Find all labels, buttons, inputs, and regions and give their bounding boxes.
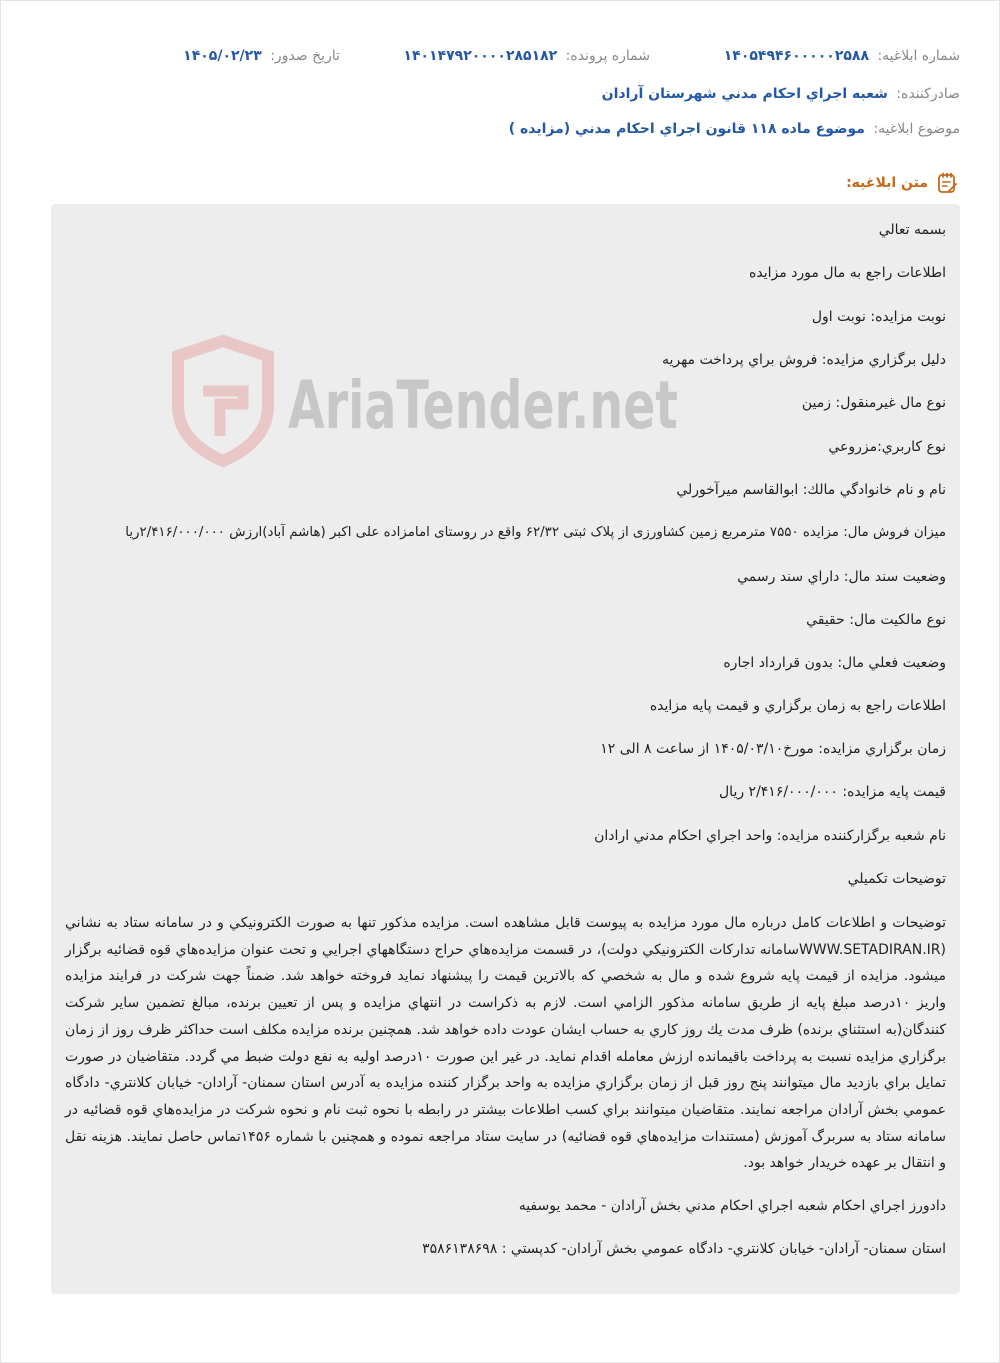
issuer	[602, 86, 960, 102]
content-line: وضعيت سند مال: داراي سند رسمي	[737, 569, 946, 585]
notepad-icon	[936, 172, 958, 194]
notice-meta-row	[40, 48, 960, 70]
notice-number-label: شماره ابلاغیه:	[877, 48, 960, 64]
supplementary-paragraph	[65, 910, 946, 1177]
notice-text-title: متن ابلاغیه:	[846, 175, 928, 191]
notice-subject	[509, 121, 960, 137]
content-line: وضعيت فعلي مال: بدون قرارداد اجاره	[723, 655, 946, 671]
watermark-text: AriaTender.net	[288, 367, 678, 444]
content-line: نوع كاربري:مزروعي	[828, 439, 946, 455]
issue-date-label: تاریخ صدور:	[270, 48, 340, 64]
notice-number-value: ۱۴۰۵۴۹۴۶۰۰۰۰۰۲۵۸۸	[723, 48, 869, 64]
paragraph-part1: توضيحات و اطلاعات كامل درباره مال مورد مزايده به پيوست قابل مشاهده است. مزايده مذكور تنها به صورت الكترونيكي و در سامانه ستاد به نشاني (	[65, 915, 946, 958]
content-line: نوبت مزايده: نوبت اول	[811, 309, 946, 325]
case-number-label: شماره پرونده:	[565, 48, 650, 64]
signature-line: دادورز اجراي احكام شعبه اجراي احكام مدني بخش آرادان - محمد يوسفيه	[518, 1198, 946, 1214]
content-line: زمان برگزاري مزايده: مورخ۱۴۰۵/۰۳/۱۰ از ساعت ۸ الی ۱۲	[600, 741, 946, 757]
paragraph-part2: سامانه تداركات الكترونيكي دولت)، در قسمت مزايده‌هاي حراج دستگاههاي اجرايي و تحت عنوان مزايده‌هاي قوه قضائيه برگزار ميشود. مزايده از قيمت پايه شروع شده و مال به شخصي كه بالاترين قيمت را پيشنهاد نمايد فروخته خواهد شد. ضمناً جهت شركت در فرايند مزايده واريز ۱۰درصد مبلغ پايه از طريق سامانه مذكور الزامي است. لازم به ذكراست در انتهاي مزايده و پس از تعيين برنده، مبالغ تضمين ساير شركت كنندگان(به استثناي برنده) ظرف مدت يك روز كاري به حساب ايشان عودت داده خواهد شد. همچنين برنده مزايده مكلف است حداكثر ظرف روز از زمان برگزاري مزايده نسبت به پرداخت باقيمانده ارزش معامله اقدام نمايد. در غير اين صورت ۱۰درصد اوليه به نفع دولت ضبط مي گردد. متقاضيان در صورت تمايل براي بازديد مال ميتوانند پنج روز قبل از زمان برگزاري مزايده به واحد برگزار كننده مزايده به آدرس استان سمنان- آرادان- خيابان كلانتري- دادگاه عمومي بخش آرادان مراجعه نمايند. متقاضيان ميتوانند براي كسب اطلاعات بيشتر در رابطه با نحوه ثبت نام و نحوه شركت در مزايده‌هاي قوه قضائيه در سامانه ستاد به سربرگ آموزش (مستندات مزايده‌هاي قوه قضائيه) در سايت ستاد مراجعه نموده و همچنين با شماره ۱۴۵۶تماس حاصل نمايند. هزينه نقل و انتقال بر عهده خريدار خواهد بود.	[65, 941, 946, 1172]
notice-content-box	[51, 204, 960, 1294]
content-line: قيمت پايه مزايده: ۲/۴۱۶/۰۰۰/۰۰۰ ريال	[719, 784, 946, 800]
notice-text-header	[846, 170, 958, 196]
content-line: توضيحات تكميلي	[847, 871, 946, 887]
content-line: نام شعبه برگزاركننده مزايده: واحد اجراي احكام مدني ارادان	[594, 828, 946, 844]
notice-number	[724, 48, 960, 64]
issuer-label: صادرکننده:	[896, 86, 960, 102]
content-line: ميزان فروش مال: مزايده ۷۵۵۰ مترمربع زمین کشاورزی از پلاک ثبتی ۶۲/۳۲ واقع در روستای امامزاده علی اکبر (هاشم آباد)ارزش ۲/۴۱۶/۰۰۰/۰۰۰ريا	[125, 525, 946, 540]
issuer-value: شعبه اجراي احكام مدني شهرستان آرادان	[601, 86, 888, 102]
subject-value: موضوع ماده ۱۱۸ قانون اجراي احكام مدني (مزايده )	[508, 121, 865, 137]
content-line: دليل برگزاري مزايده: فروش براي پرداخت مهريه	[661, 352, 946, 368]
content-line: اطلاعات راجع به زمان برگزاري و قيمت پايه مزايده	[649, 698, 946, 714]
setad-url: WWW.SETADIRAN.IR	[798, 941, 941, 958]
case-number	[403, 48, 650, 64]
issue-date-value: ۱۴۰۵/۰۲/۲۳	[183, 48, 262, 64]
address-line: استان سمنان- آرادان- خيابان كلانتري- دادگاه عمومي بخش آرادان- كدپستي : ۳۵۸۶۱۳۸۶۹۸	[422, 1241, 946, 1257]
content-line: بسمه تعالي	[878, 222, 946, 238]
issue-date	[183, 48, 340, 64]
content-line: اطلاعات راجع به مال مورد مزايده	[749, 265, 946, 281]
content-line: نوع مالكيت مال: حقيقي	[806, 612, 946, 628]
subject-label: موضوع ابلاغیه:	[873, 121, 960, 137]
content-line: نوع مال غيرمنقول: زمين	[801, 395, 946, 411]
content-line: نام و نام خانوادگي مالك: ابوالقاسم ميرآخورلي	[676, 482, 946, 498]
case-number-value: ۱۴۰۱۴۷۹۲۰۰۰۰۲۸۵۱۸۲	[403, 48, 558, 64]
